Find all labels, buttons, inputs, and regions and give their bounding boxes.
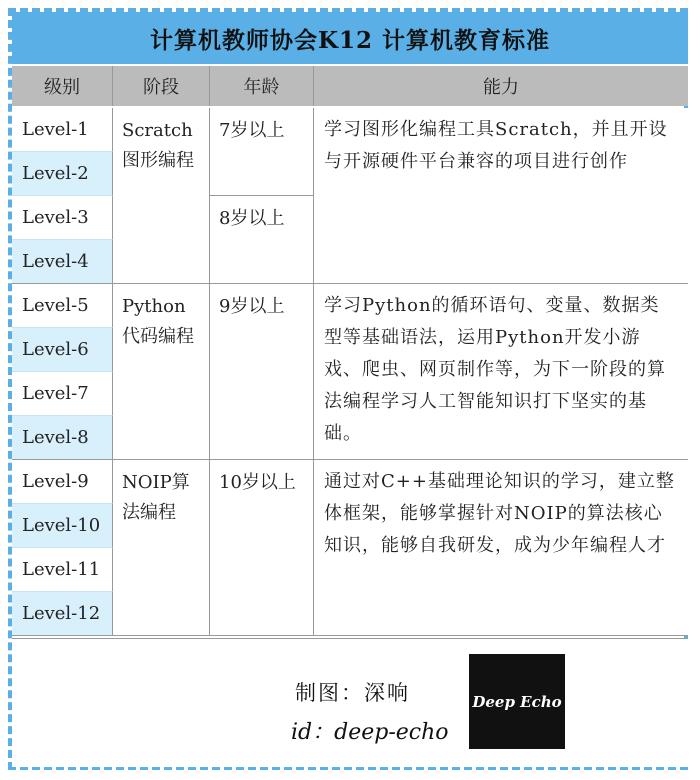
stage-cell: Python代码编程 [113, 284, 210, 460]
page-title: 计算机教师协会K12 计算机教育标准 [12, 12, 688, 64]
level-cell: Level-11 [12, 548, 113, 592]
deep-echo-logo [469, 654, 565, 749]
standards-table [12, 66, 688, 638]
stage-cell: NOIP算法编程 [113, 460, 210, 636]
age-cell: 10岁以上 [210, 460, 314, 636]
level-cell: Level-5 [12, 284, 113, 328]
stage-cell: Scratch 图形编程 [113, 108, 210, 284]
level-cell: Level-6 [12, 328, 113, 372]
level-cell: Level-1 [12, 108, 113, 152]
footer [12, 638, 688, 767]
level-cell: Level-3 [12, 196, 113, 240]
header-age: 年龄 [210, 66, 314, 106]
ability-cell: 学习Python的循环语句、变量、数据类型等基础语法，运用Python开发小游戏、爬虫、网页制作等，为下一阶段的算法编程学习人工智能知识打下坚实的基础。 [314, 284, 688, 460]
logo-text: Deep Echo [472, 692, 562, 711]
level-cell: Level-7 [12, 372, 113, 416]
header-ability: 能力 [314, 66, 688, 106]
ability-cell: 学习图形化编程工具Scratch，并且开设与开源硬件平台兼容的项目进行创作 [314, 108, 688, 284]
age-cell: 7岁以上 [210, 108, 314, 196]
ability-cell: 通过对C++基础理论知识的学习，建立整体框架，能够掌握针对NOIP的算法核心知识，能够自我研发，成为少年编程人才 [314, 460, 688, 636]
level-cell: Level-12 [12, 592, 113, 636]
level-cell: Level-2 [12, 152, 113, 196]
age-cell: 8岁以上 [210, 196, 314, 284]
header-level: 级别 [12, 66, 113, 106]
age-cell: 9岁以上 [210, 284, 314, 460]
header-stage: 阶段 [113, 66, 210, 106]
level-cell: Level-4 [12, 240, 113, 284]
level-cell: Level-9 [12, 460, 113, 504]
credit-id: id：deep-echo [291, 720, 449, 745]
credit-maker: 制图：深响 [295, 681, 410, 705]
level-cell: Level-10 [12, 504, 113, 548]
level-cell: Level-8 [12, 416, 113, 460]
